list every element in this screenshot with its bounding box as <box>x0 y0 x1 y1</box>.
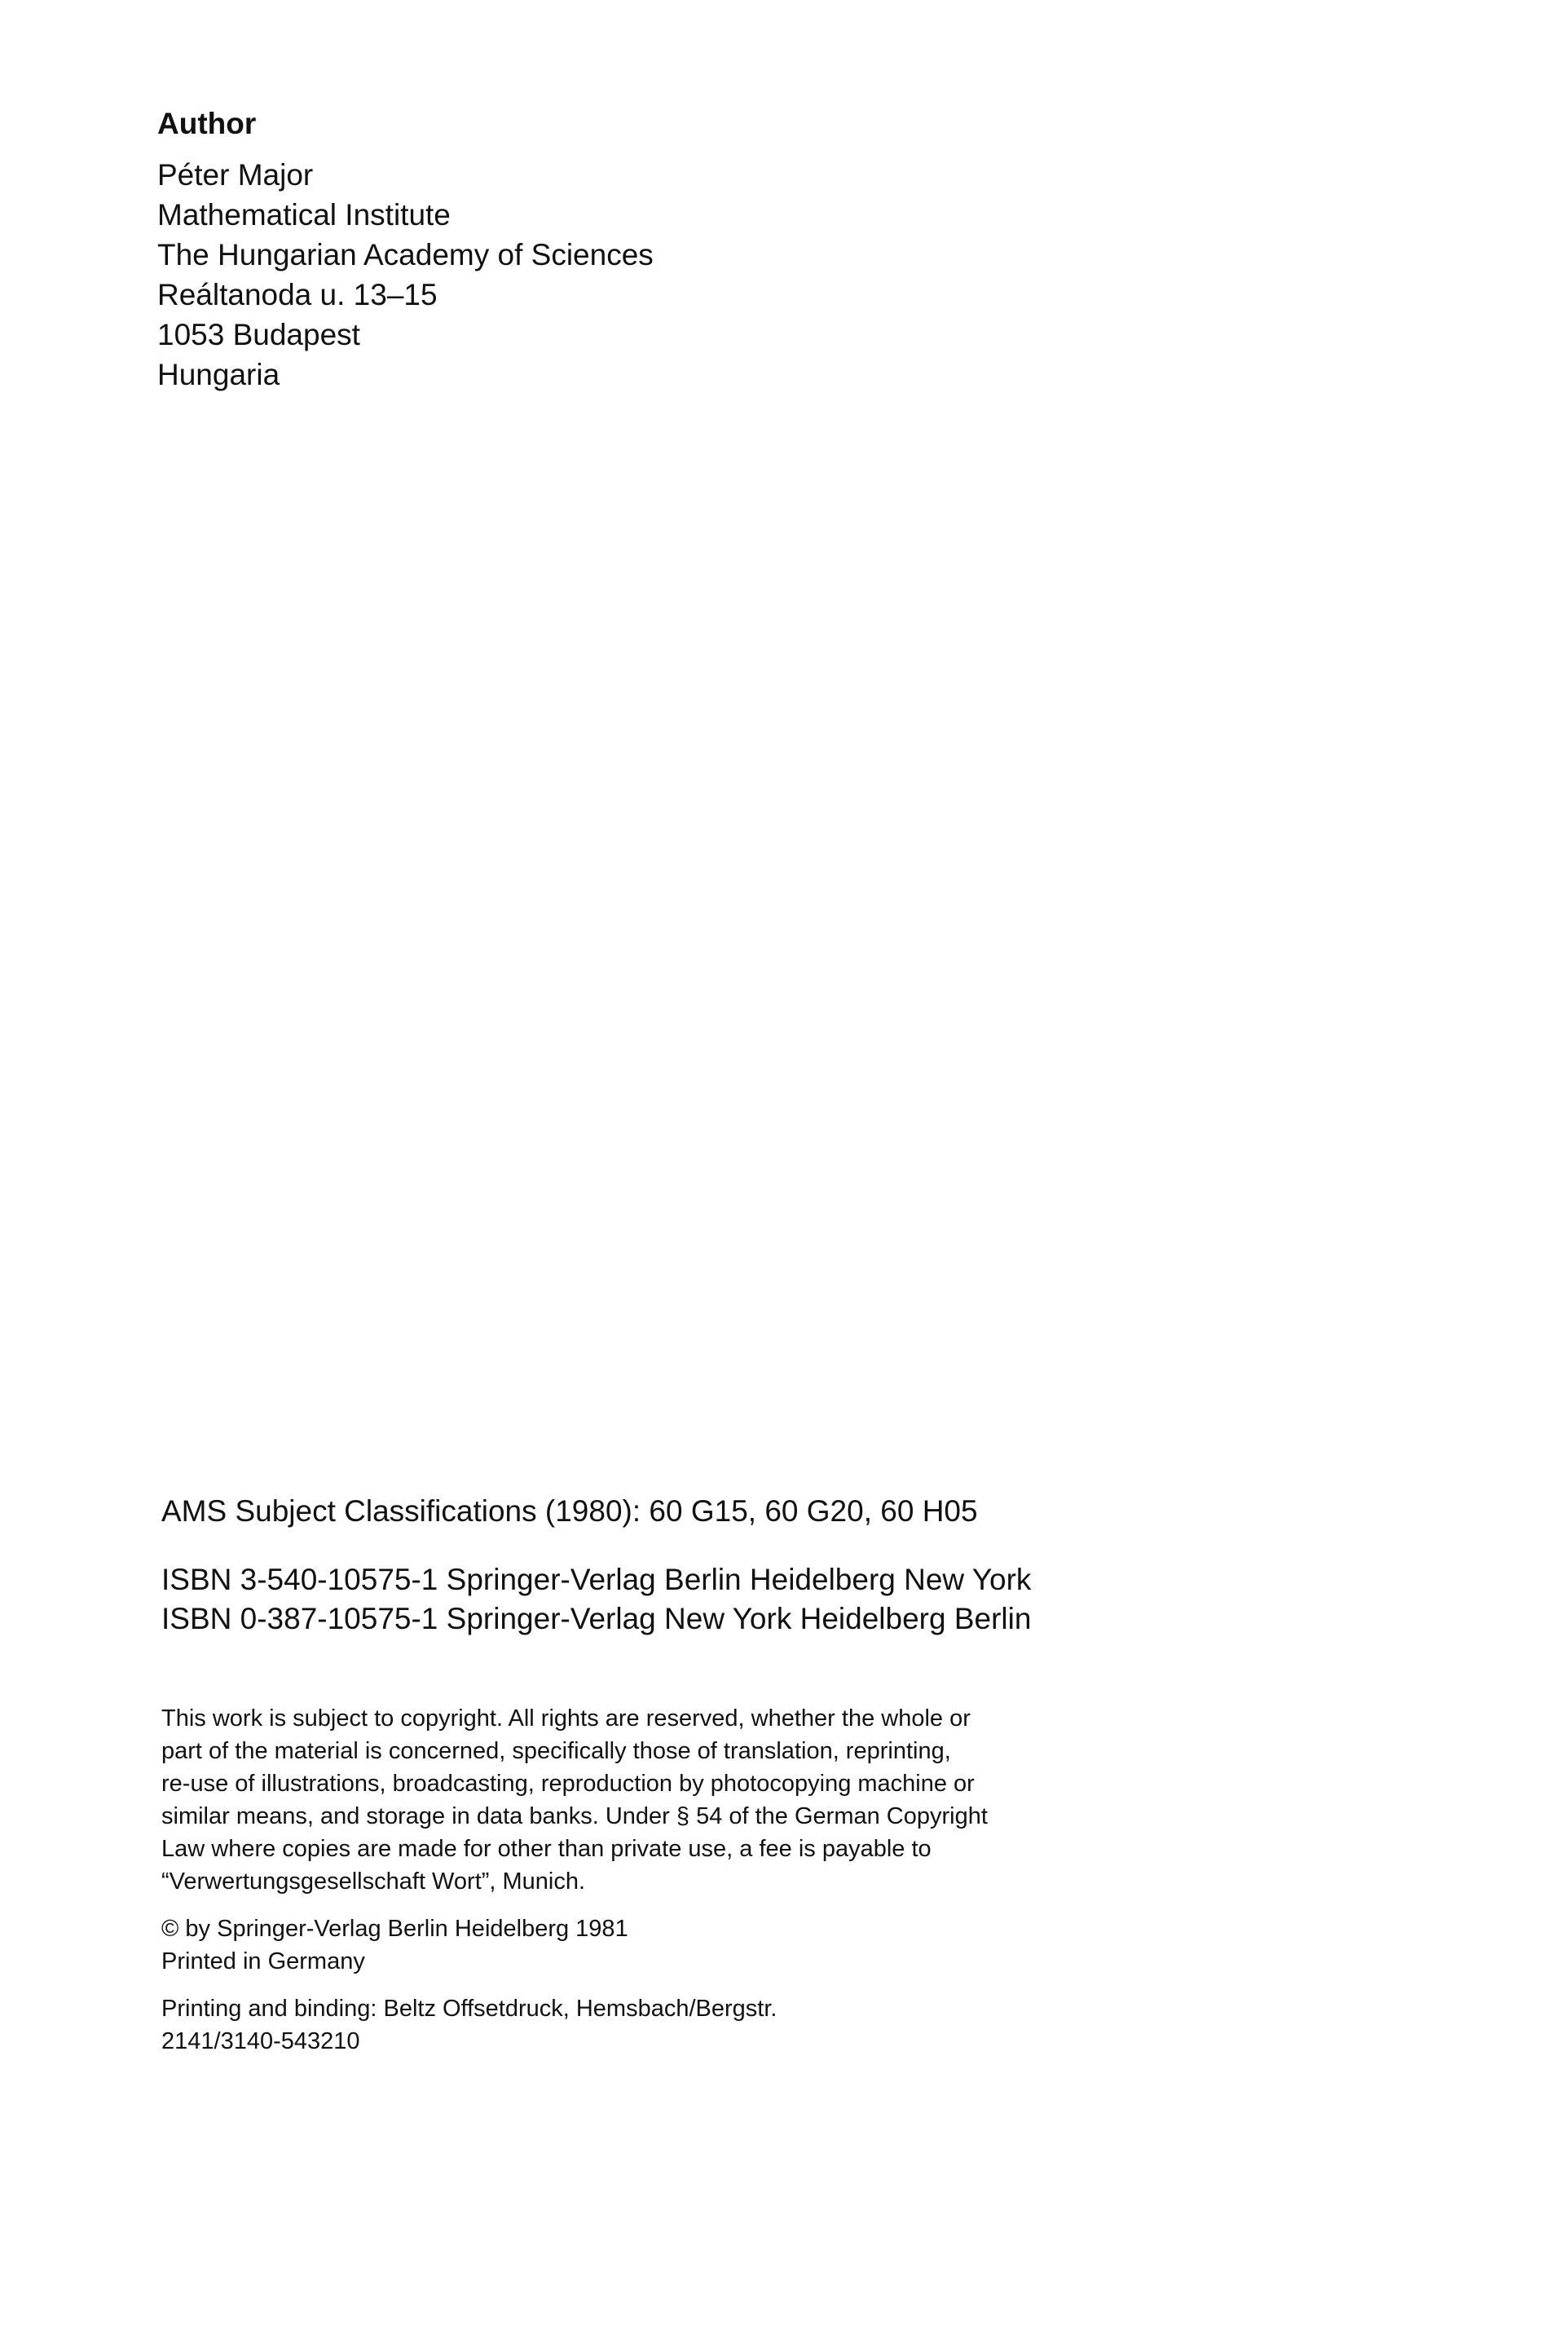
copyright-line: © by Springer-Verlag Berlin Heidelberg 1981 <box>161 1916 628 1942</box>
printing-info <box>161 1992 1425 2058</box>
address-line: The Hungarian Academy of Sciences <box>157 238 654 271</box>
printed-in-line: Printed in Germany <box>161 1948 365 1974</box>
notice-line: This work is subject to copyright. All rights are reserved, whether the whole or <box>161 1705 971 1732</box>
address-line: Mathematical Institute <box>157 198 451 232</box>
notice-line: part of the material is concerned, specifically those of translation, reprinting, <box>161 1738 951 1764</box>
ams-classification: AMS Subject Classifications (1980): 60 G15, 60 G20, 60 H05 <box>161 1494 978 1528</box>
notice-line: “Verwertungsgesellschaft Wort”, Munich. <box>161 1868 586 1895</box>
catalog-number: 2141/3140-543210 <box>161 2028 360 2054</box>
isbn-line: ISBN 3-540-10575-1 Springer-Verlag Berlin Heidelberg New York <box>161 1563 1032 1596</box>
notice-line: re-use of illustrations, broadcasting, reproduction by photocopying machine or <box>161 1771 975 1797</box>
copyright-notice <box>161 1702 1425 1898</box>
author-name: Péter Major <box>157 158 314 192</box>
author-address <box>157 155 891 395</box>
isbn-line: ISBN 0-387-10575-1 Springer-Verlag New York Heidelberg Berlin <box>161 1602 1032 1635</box>
publisher-info <box>161 1912 1425 1978</box>
isbn-list <box>161 1560 1425 1639</box>
address-line: Hungaria <box>157 358 280 391</box>
address-line: Reáltanoda u. 13–15 <box>157 278 438 311</box>
author-heading: Author <box>157 107 257 140</box>
notice-line: Law where copies are made for other than private use, a fee is payable to <box>161 1836 932 1862</box>
printing-line: Printing and binding: Beltz Offsetdruck, Hemsbach/Bergstr. <box>161 1996 777 2022</box>
address-line: 1053 Budapest <box>157 318 360 351</box>
publication-info <box>161 1492 1425 2072</box>
author-block <box>157 104 891 395</box>
notice-line: similar means, and storage in data banks. Under § 54 of the German Copyright <box>161 1803 988 1829</box>
legal-text <box>161 1702 1425 2058</box>
